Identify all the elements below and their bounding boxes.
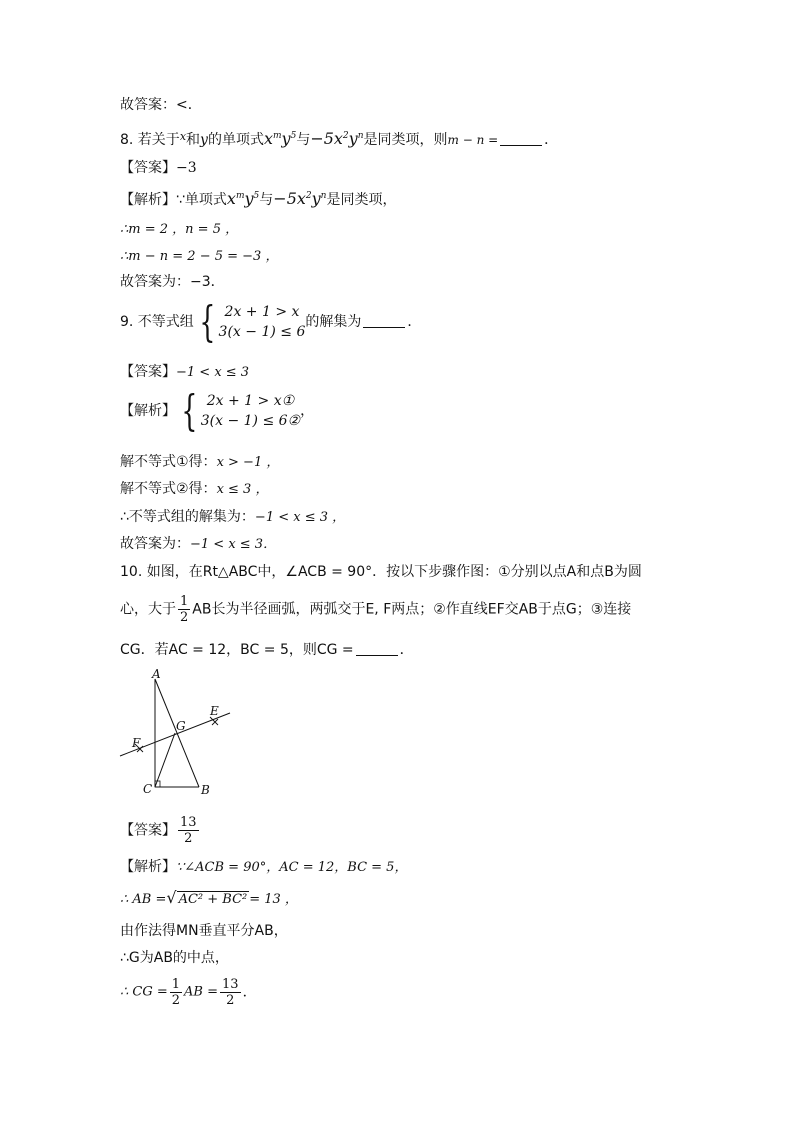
label-E: E (210, 704, 219, 718)
text-line: ∴ AB =√ AC² + BC² = 13 ， (120, 888, 298, 910)
sqrt: √ AC² + BC² (166, 888, 248, 907)
label-C: C (143, 782, 153, 796)
text-line: 由作法得MN垂直平分AB， (120, 923, 288, 939)
answer-blank (356, 641, 398, 656)
text-line: ∴m − n = 2 − 5 = −3 ， (120, 249, 279, 264)
inequality-system: { 2x + 1 > x 3(x − 1) ≤ 6 (199, 297, 306, 346)
question-8: 8. 若关于$^x$和y的单项式$x^my^5$与$-5x^2y^n$是同类项，则m − n = ． (120, 129, 559, 148)
label-F: F (132, 736, 141, 750)
text-line: ∴ CG = $\frac{1}{2}$ AB = $\frac{13}{2}$ ． (120, 977, 257, 1008)
text-line: ∴G为AB的中点， (120, 950, 229, 966)
answer-8: 【答案】−3 (120, 160, 197, 176)
inequality-system: { 2x + 1 > x① 3(x − 1) ≤ 6② (181, 386, 301, 435)
answer-blank (363, 313, 405, 328)
label-A: A (152, 667, 161, 681)
question-10: 10. 如图，在Rt△ABC中，∠ACB = 90°．按以下步骤作图：①分别以点A和点B为圆 (120, 564, 642, 580)
text-line: 解不等式①得：x > −1 ， (120, 454, 280, 470)
triangle-figure (115, 667, 240, 797)
label-B: B (201, 783, 210, 797)
question-9: 9. 不等式组 { 2x + 1 > x 3(x − 1) ≤ 6 的解集为 ． (120, 297, 422, 346)
analysis-8: 【解析】∵单项式$x^my^5$与$-5x^2y^n$是同类项， (120, 189, 397, 208)
text-line: 故答案为：−3． (120, 274, 225, 290)
question-10: 心，大于 $\frac{1}{2}$ AB长为半径画弧，两弧交于E, F两点；②作直线EF交AB于点G；③连接 (120, 594, 632, 625)
analysis-10: 【解析】∵∠ACB = 90°，AC = 12，BC = 5， (120, 859, 408, 875)
text-line: ∴不等式组的解集为：−1 < x ≤ 3 ， (120, 509, 346, 525)
text-line: ∴m = 2 ，n = 5 ， (120, 222, 239, 237)
question-10: CG．若AC = 12，BC = 5，则CG = ． (120, 642, 414, 658)
answer-10: 【答案】 $\frac{13}{2}$ (120, 815, 197, 846)
text-line: 解不等式②得：x ≤ 3 ， (120, 481, 269, 497)
answer-blank (500, 131, 542, 146)
answer-9: 【答案】−1 < x ≤ 3 (120, 364, 250, 380)
analysis-9: 【解析】 { 2x + 1 > x① 3(x − 1) ≤ 6② ， (120, 386, 315, 435)
label-G: G (176, 719, 186, 733)
text-line: 故答案：<． (120, 97, 202, 113)
text-line: 故答案为：−1 < x ≤ 3． (120, 536, 277, 552)
